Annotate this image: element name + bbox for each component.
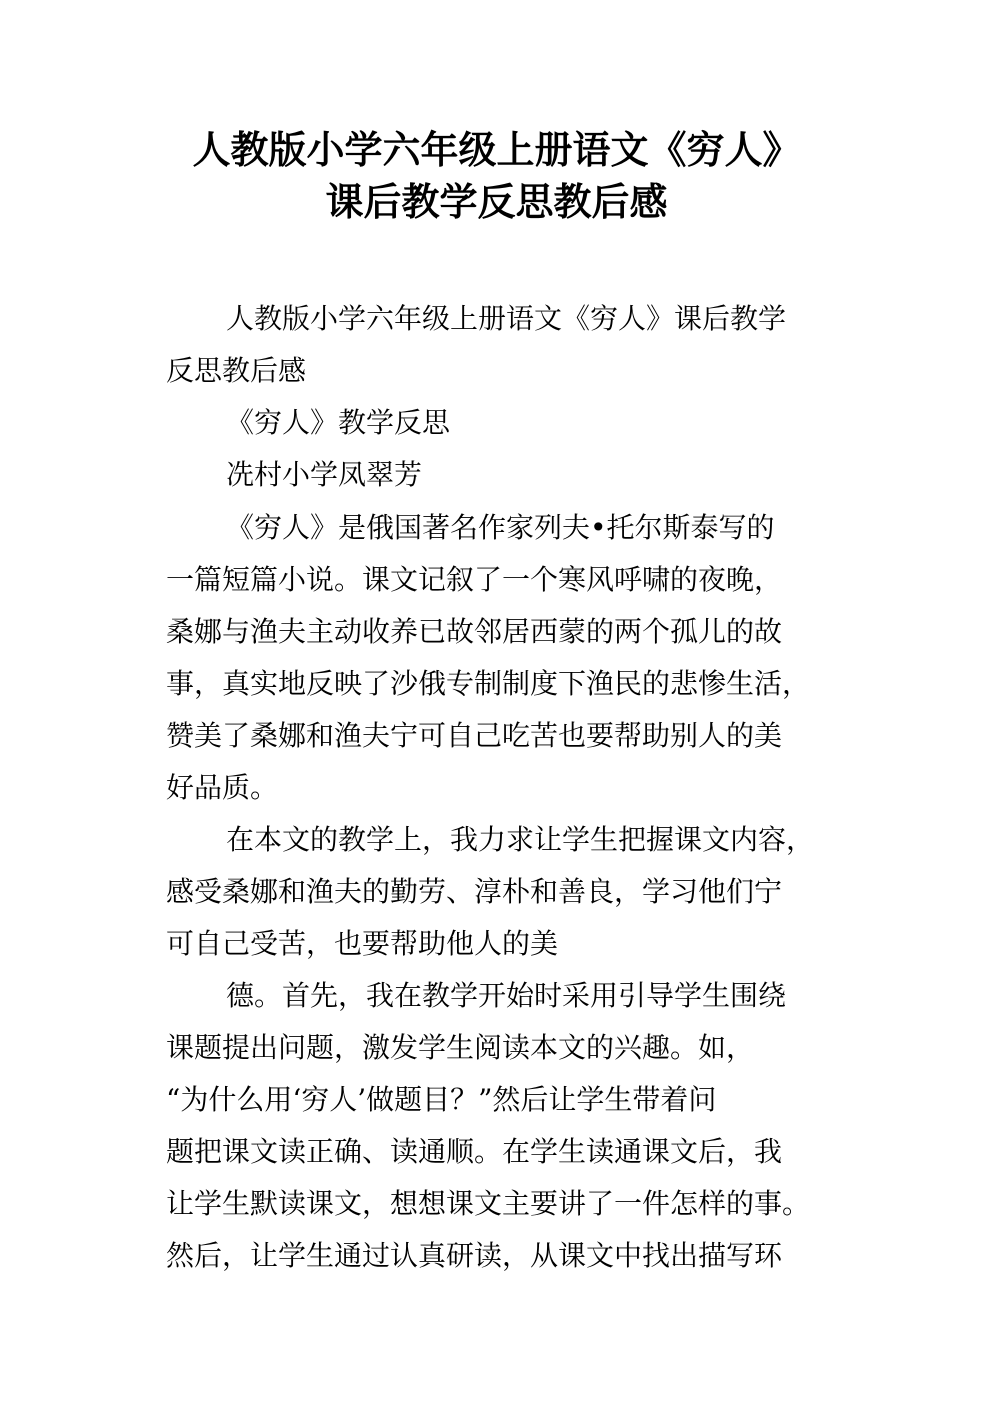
body-line: 人教版小学六年级上册语文《穷人》课后教学 <box>226 302 787 335</box>
document-title-line-2: 课后教学反思教后感 <box>325 180 668 224</box>
body-line: 《穷人》教学反思 <box>226 406 451 439</box>
body-line: 感受桑娜和渔夫的勤劳、淳朴和善良，学习他们宁 <box>166 875 783 908</box>
body-line: 一篇短篇小说。课文记叙了一个寒风呼啸的夜晚， <box>166 563 783 596</box>
body-line: 可自己受苦，也要帮助他人的美 <box>166 927 559 960</box>
body-line: 好品质。 <box>166 771 279 804</box>
body-line: 桑娜与渔夫主动收养已故邻居西蒙的两个孤儿的故 <box>166 615 783 648</box>
body-line: 事，真实地反映了沙俄专制制度下渔民的悲惨生活， <box>166 667 811 700</box>
body-line: 冼村小学凤翠芳 <box>226 458 423 491</box>
body-line: 赞美了桑娜和渔夫宁可自己吃苦也要帮助别人的美 <box>166 719 783 752</box>
body-line: 课题提出问题，激发学生阅读本文的兴趣。如， <box>166 1031 755 1064</box>
body-line: 反思教后感 <box>166 354 307 387</box>
body-line: 《穷人》是俄国著名作家列夫•托尔斯泰写的 <box>226 511 775 544</box>
body-line: “为什么用‘穷人’做题目？”然后让学生带着问 <box>166 1083 717 1116</box>
body-line: 题把课文读正确、读通顺。在学生读通课文后，我 <box>166 1135 783 1168</box>
body-line: 然后，让学生通过认真研读，从课文中找出描写环 <box>166 1239 783 1272</box>
body-line: 在本文的教学上，我力求让学生把握课文内容， <box>226 823 815 856</box>
body-line: 德。首先，我在教学开始时采用引导学生围绕 <box>226 979 787 1012</box>
body-line: 让学生默读课文，想想课文主要讲了一件怎样的事。 <box>166 1187 811 1220</box>
document-title-line-1: 人教版小学六年级上册语文《穷人》 <box>192 128 801 172</box>
